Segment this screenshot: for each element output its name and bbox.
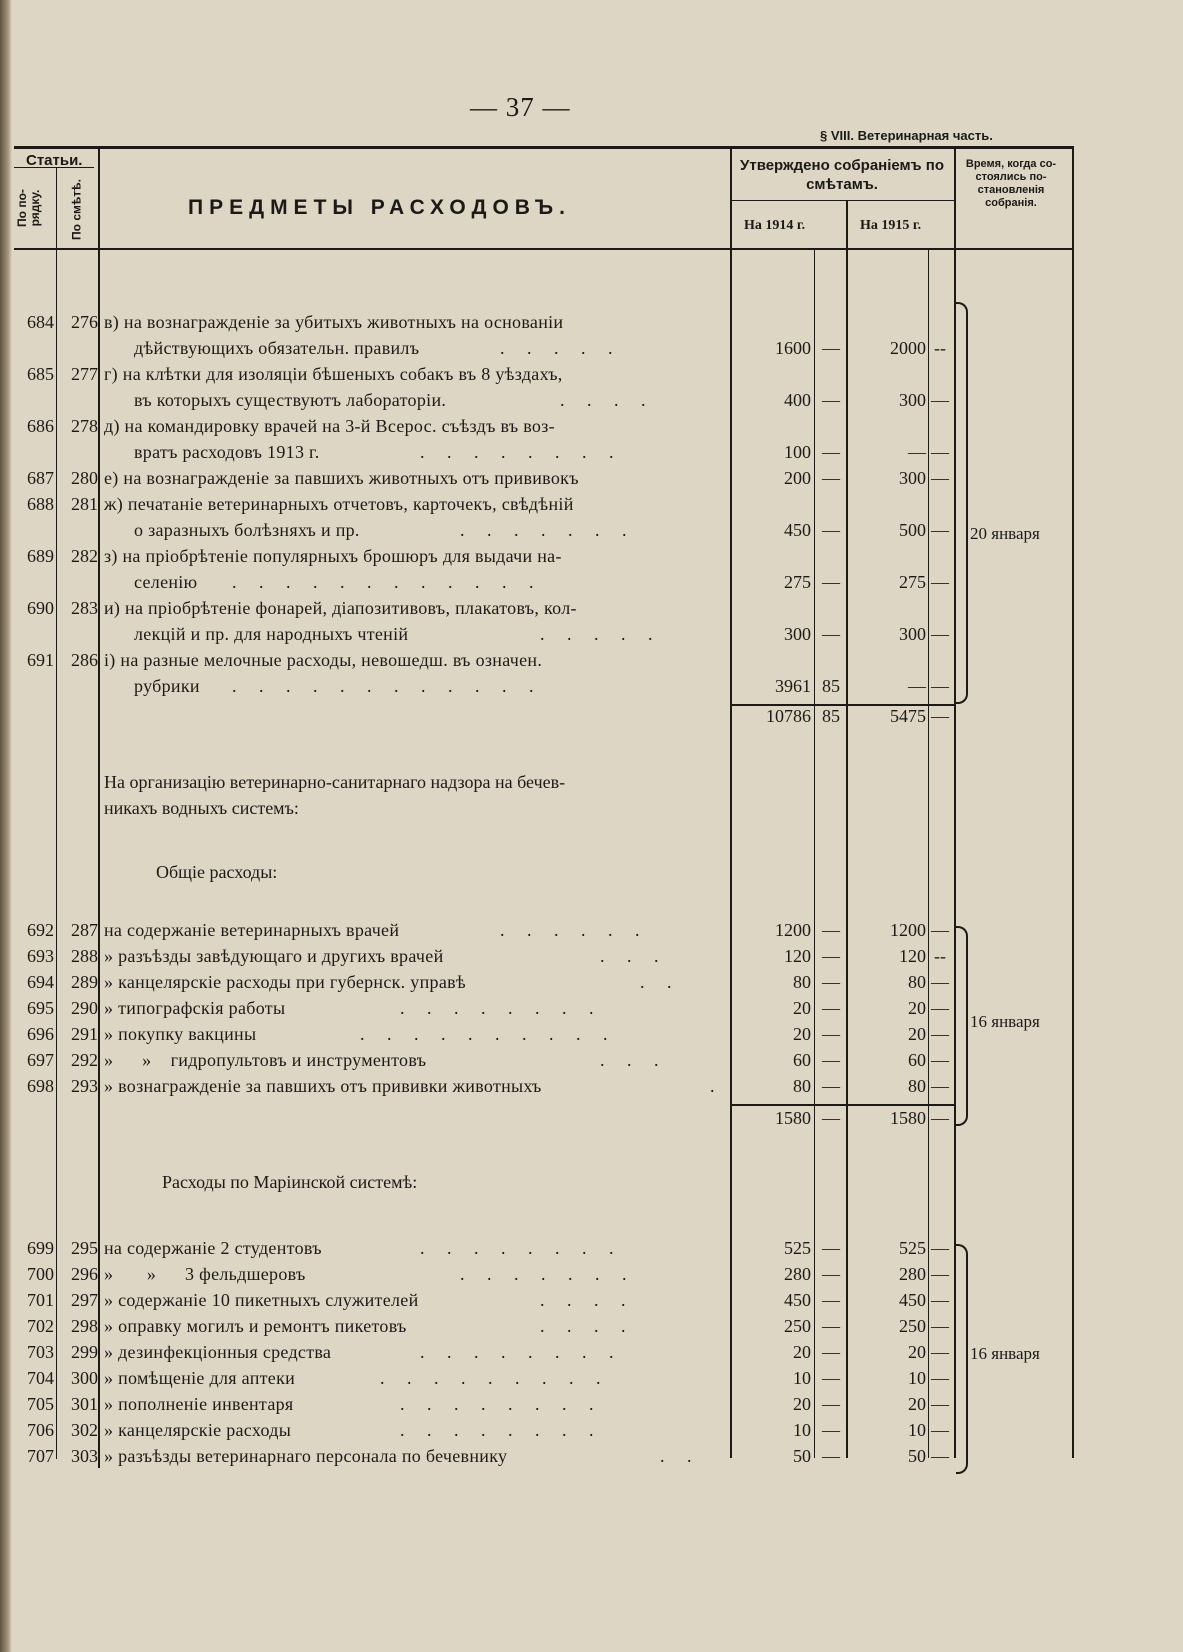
amount-1914: 300 bbox=[784, 624, 811, 644]
row-smeta: 302 bbox=[71, 1420, 98, 1440]
header-year-1914: На 1914 г. bbox=[744, 218, 806, 233]
kop-1914: — bbox=[822, 1394, 840, 1414]
row-smeta: 290 bbox=[71, 998, 98, 1018]
resolution-date: 16 января bbox=[970, 1012, 1040, 1031]
table-row bbox=[0, 364, 1183, 390]
kop-1915: — bbox=[931, 1076, 949, 1096]
row-leader-dots: . . . . . . . . bbox=[420, 1342, 623, 1362]
kop-1914: — bbox=[822, 998, 840, 1018]
row-smeta: 303 bbox=[71, 1446, 98, 1466]
section-org-heading-cont: никахъ водныхъ системъ: bbox=[104, 798, 299, 818]
total-1914: 10786 bbox=[766, 706, 811, 726]
kop-1914: — bbox=[822, 624, 840, 644]
kop-1914: — bbox=[822, 1420, 840, 1440]
kop-1915: — bbox=[931, 1368, 949, 1388]
row-no: 699 bbox=[27, 1238, 54, 1258]
amount-1915: 300 bbox=[899, 468, 926, 488]
kop-1914: — bbox=[822, 1342, 840, 1362]
table-row bbox=[0, 946, 1183, 972]
total-kop-1914: — bbox=[822, 1108, 840, 1128]
amount-1914: 10 bbox=[793, 1368, 811, 1388]
row-text-cont: вратъ расходовъ 1913 г. bbox=[134, 442, 320, 462]
amount-1914: 20 bbox=[793, 1024, 811, 1044]
row-smeta: 287 bbox=[71, 920, 98, 940]
amount-1914: 80 bbox=[793, 1076, 811, 1096]
row-leader-dots: . . bbox=[640, 972, 681, 992]
row-no: 691 bbox=[27, 650, 54, 670]
total-1914: 1580 bbox=[775, 1108, 811, 1128]
header-items-title: ПРЕДМЕТЫ РАСХОДОВЪ. bbox=[188, 196, 571, 219]
row-leader-dots: . . . bbox=[600, 946, 668, 966]
row-no: 702 bbox=[27, 1316, 54, 1336]
kop-1915: — bbox=[931, 1394, 949, 1414]
amount-1915: 250 bbox=[899, 1316, 926, 1336]
row-leader-dots: . . . . . . . . . . . . bbox=[232, 572, 543, 592]
kop-1914: — bbox=[822, 572, 840, 592]
row-smeta: 281 bbox=[71, 494, 98, 514]
subtotal-rule bbox=[732, 1104, 954, 1106]
row-text: » » 3 фельдшеровъ bbox=[104, 1264, 306, 1284]
kop-1914: — bbox=[822, 946, 840, 966]
kop-1914: — bbox=[822, 1076, 840, 1096]
amount-1915: 20 bbox=[908, 998, 926, 1018]
kop-1914: 85 bbox=[822, 676, 840, 696]
header-statyi: Статьи. bbox=[26, 152, 83, 169]
row-smeta: 299 bbox=[71, 1342, 98, 1362]
kop-1914: — bbox=[822, 1238, 840, 1258]
section-general-heading: Общіе расходы: bbox=[156, 862, 278, 882]
row-smeta: 283 bbox=[71, 598, 98, 618]
amount-1915: — bbox=[908, 442, 926, 462]
row-smeta: 293 bbox=[71, 1076, 98, 1096]
kop-1914: — bbox=[822, 442, 840, 462]
kop-1915: — bbox=[931, 1316, 949, 1336]
kop-1915: — bbox=[931, 520, 949, 540]
row-smeta: 278 bbox=[71, 416, 98, 436]
kop-1914: — bbox=[822, 1446, 840, 1466]
kop-1914: — bbox=[822, 1024, 840, 1044]
kop-1915: — bbox=[931, 1264, 949, 1284]
table-row-cont bbox=[0, 390, 1183, 416]
table-row bbox=[0, 920, 1183, 946]
top-rule bbox=[14, 146, 1074, 149]
kop-1915: — bbox=[931, 442, 949, 462]
row-text: » канцелярскіе расходы bbox=[104, 1420, 292, 1440]
header-approved: Утверждено собраніемъ по смѣтамъ. bbox=[740, 157, 944, 193]
row-text: и) на пріобрѣтеніе фонарей, діапозитивовъ, плакатовъ, кол- bbox=[104, 598, 577, 618]
row-text: » оправку могилъ и ремонтъ пикетовъ bbox=[104, 1316, 407, 1336]
header-po-poryadku: По по-рядку. bbox=[15, 189, 42, 227]
total-kop-1915: — bbox=[931, 706, 949, 726]
table-row bbox=[0, 1316, 1183, 1342]
row-text: на содержаніе ветеринарныхъ врачей bbox=[104, 920, 400, 940]
row-no: 704 bbox=[27, 1368, 54, 1388]
row-leader-dots: . . bbox=[660, 1446, 701, 1466]
table-row-cont bbox=[0, 572, 1183, 598]
amount-1914: 20 bbox=[793, 1394, 811, 1414]
row-text: з) на пріобрѣтеніе популярныхъ брошюръ для выдачи на- bbox=[104, 546, 562, 566]
kop-1914: — bbox=[822, 920, 840, 940]
kop-1915: — bbox=[931, 1420, 949, 1440]
amount-1915: 20 bbox=[908, 1024, 926, 1044]
row-no: 697 bbox=[27, 1050, 54, 1070]
table-row bbox=[0, 416, 1183, 442]
row-text: » » гидропультовъ и инструментовъ bbox=[104, 1050, 427, 1070]
kop-1915: — bbox=[931, 1024, 949, 1044]
row-text: » разъѣзды ветеринарнаго персонала по бечевнику bbox=[104, 1446, 508, 1466]
amount-1915: — bbox=[908, 676, 926, 696]
row-text-cont: рубрики bbox=[134, 676, 200, 696]
table-row bbox=[0, 1368, 1183, 1394]
kop-1915: — bbox=[931, 1290, 949, 1310]
row-no: 686 bbox=[27, 416, 54, 436]
row-no: 700 bbox=[27, 1264, 54, 1284]
row-leader-dots: . . . . . . . bbox=[460, 1264, 636, 1284]
amount-1915: 500 bbox=[899, 520, 926, 540]
amount-1914: 120 bbox=[784, 946, 811, 966]
amount-1915: 300 bbox=[899, 624, 926, 644]
row-text: » дезинфекціонныя средства bbox=[104, 1342, 332, 1362]
row-smeta: 277 bbox=[71, 364, 98, 384]
row-smeta: 286 bbox=[71, 650, 98, 670]
amount-1915: 1200 bbox=[890, 920, 926, 940]
row-text: » пополненіе инвентаря bbox=[104, 1394, 294, 1414]
approved-rule bbox=[732, 200, 954, 201]
row-smeta: 298 bbox=[71, 1316, 98, 1336]
row-leader-dots: . . . . . bbox=[540, 624, 662, 644]
row-smeta: 291 bbox=[71, 1024, 98, 1044]
kop-1915: — bbox=[931, 468, 949, 488]
table-row bbox=[0, 1290, 1183, 1316]
total-row bbox=[0, 1108, 1183, 1134]
row-no: 703 bbox=[27, 1342, 54, 1362]
kop-1915: — bbox=[931, 920, 949, 940]
kop-1914: — bbox=[822, 1264, 840, 1284]
kop-1915: — bbox=[931, 1238, 949, 1258]
table-row bbox=[0, 1420, 1183, 1446]
row-text-cont: лекцій и пр. для народныхъ чтеній bbox=[134, 624, 409, 644]
row-leader-dots: . bbox=[710, 1076, 724, 1096]
row-smeta: 295 bbox=[71, 1238, 98, 1258]
row-no: 706 bbox=[27, 1420, 54, 1440]
row-no: 688 bbox=[27, 494, 54, 514]
amount-1915: 50 bbox=[908, 1446, 926, 1466]
amount-1914: 100 bbox=[784, 442, 811, 462]
row-leader-dots: . . . . . . bbox=[500, 920, 649, 940]
amount-1914: 250 bbox=[784, 1316, 811, 1336]
date-bracket bbox=[956, 302, 968, 704]
table-row-cont bbox=[0, 442, 1183, 468]
row-text: » содержаніе 10 пикетныхъ служителей bbox=[104, 1290, 419, 1310]
amount-1914: 275 bbox=[784, 572, 811, 592]
row-smeta: 288 bbox=[71, 946, 98, 966]
amount-1915: 2000 bbox=[890, 338, 926, 358]
row-text: » канцелярскіе расходы при губернск. управѣ bbox=[104, 972, 466, 992]
section-heading: § VIII. Ветеринарная часть. bbox=[820, 128, 993, 143]
kop-1914: — bbox=[822, 972, 840, 992]
row-leader-dots: . . . . . . . . bbox=[420, 442, 623, 462]
table-row bbox=[0, 1076, 1183, 1102]
amount-1915: 60 bbox=[908, 1050, 926, 1070]
amount-1915: 80 bbox=[908, 1076, 926, 1096]
kop-1914: — bbox=[822, 338, 840, 358]
amount-1914: 1600 bbox=[775, 338, 811, 358]
amount-1915: 20 bbox=[908, 1342, 926, 1362]
amount-1915: 80 bbox=[908, 972, 926, 992]
row-smeta: 289 bbox=[71, 972, 98, 992]
amount-1914: 60 bbox=[793, 1050, 811, 1070]
row-text: в) на вознагражденіе за убитыхъ животныхъ на основаніи bbox=[104, 312, 564, 332]
row-leader-dots: . . . . . . . bbox=[460, 520, 636, 540]
amount-1914: 1200 bbox=[775, 920, 811, 940]
table-row bbox=[0, 1050, 1183, 1076]
kop-1914: — bbox=[822, 1316, 840, 1336]
amount-1914: 400 bbox=[784, 390, 811, 410]
kop-1915: -- bbox=[934, 946, 946, 966]
row-text: » разъѣзды завѣдующаго и другихъ врачей bbox=[104, 946, 444, 966]
resolution-date: 20 января bbox=[970, 524, 1040, 543]
date-bracket bbox=[956, 1244, 968, 1474]
table-row-cont bbox=[0, 624, 1183, 650]
row-leader-dots: . . . . bbox=[540, 1290, 635, 1310]
row-smeta: 292 bbox=[71, 1050, 98, 1070]
row-text-cont: дѣйствующихъ обязательн. правилъ bbox=[134, 338, 420, 358]
date-bracket bbox=[956, 926, 968, 1126]
row-text-cont: о заразныхъ болѣзняхъ и пр. bbox=[134, 520, 360, 540]
resolution-date: 16 января bbox=[970, 1344, 1040, 1363]
row-leader-dots: . . . . . . . . . . bbox=[360, 1024, 617, 1044]
row-no: 685 bbox=[27, 364, 54, 384]
total-kop-1914: 85 bbox=[822, 706, 840, 726]
row-no: 701 bbox=[27, 1290, 54, 1310]
row-no: 693 bbox=[27, 946, 54, 966]
row-no: 707 bbox=[27, 1446, 54, 1466]
table-row bbox=[0, 1238, 1183, 1264]
kop-1915: — bbox=[931, 998, 949, 1018]
amount-1915: 450 bbox=[899, 1290, 926, 1310]
amount-1914: 20 bbox=[793, 998, 811, 1018]
kop-1914: — bbox=[822, 1290, 840, 1310]
amount-1915: 10 bbox=[908, 1420, 926, 1440]
amount-1914: 3961 bbox=[775, 676, 811, 696]
row-text: » помѣщеніе для аптеки bbox=[104, 1368, 296, 1388]
kop-1915: — bbox=[931, 1050, 949, 1070]
row-no: 689 bbox=[27, 546, 54, 566]
kop-1915: — bbox=[931, 624, 949, 644]
row-text: на содержаніе 2 студентовъ bbox=[104, 1238, 322, 1258]
row-leader-dots: . . . . . . . . . bbox=[380, 1368, 610, 1388]
kop-1914: — bbox=[822, 390, 840, 410]
row-smeta: 280 bbox=[71, 468, 98, 488]
row-leader-dots: . . . . bbox=[560, 390, 655, 410]
header-bottom-rule bbox=[14, 248, 1074, 250]
page-number: — 37 — bbox=[470, 92, 571, 122]
amount-1915: 525 bbox=[899, 1238, 926, 1258]
total-row bbox=[0, 706, 1183, 732]
amount-1914: 20 bbox=[793, 1342, 811, 1362]
row-no: 692 bbox=[27, 920, 54, 940]
kop-1915: -- bbox=[934, 338, 946, 358]
row-smeta: 301 bbox=[71, 1394, 98, 1414]
row-no: 694 bbox=[27, 972, 54, 992]
row-smeta: 300 bbox=[71, 1368, 98, 1388]
row-leader-dots: . . . . . . . . bbox=[420, 1238, 623, 1258]
table-row bbox=[0, 1394, 1183, 1420]
amount-1915: 20 bbox=[908, 1394, 926, 1414]
row-leader-dots: . . . bbox=[600, 1050, 668, 1070]
row-no: 705 bbox=[27, 1394, 54, 1414]
amount-1915: 120 bbox=[899, 946, 926, 966]
amount-1914: 80 bbox=[793, 972, 811, 992]
amount-1914: 450 bbox=[784, 520, 811, 540]
table-row bbox=[0, 1446, 1183, 1472]
row-text-cont: въ которыхъ существуютъ лабораторіи. bbox=[134, 390, 447, 410]
header-time: Время, когда со-стоялись по-становленія собранія. bbox=[965, 158, 1057, 209]
total-kop-1915: — bbox=[931, 1108, 949, 1128]
amount-1914: 280 bbox=[784, 1264, 811, 1284]
table-row-cont bbox=[0, 676, 1183, 702]
amount-1915: 280 bbox=[899, 1264, 926, 1284]
amount-1914: 525 bbox=[784, 1238, 811, 1258]
row-text: е) на вознагражденіе за павшихъ животныхъ отъ прививокъ bbox=[104, 468, 579, 488]
header-po-smete: По смѣтѣ. bbox=[69, 179, 84, 240]
amount-1915: 300 bbox=[899, 390, 926, 410]
row-no: 690 bbox=[27, 598, 54, 618]
row-smeta: 297 bbox=[71, 1290, 98, 1310]
kop-1915: — bbox=[931, 572, 949, 592]
section-org-heading: На организацію ветеринарно-санитарнаго надзора на бечев- bbox=[104, 772, 566, 792]
row-leader-dots: . . . . . . . . bbox=[400, 1394, 603, 1414]
row-text-cont: селенію bbox=[134, 572, 198, 592]
header-year-1915: На 1915 г. bbox=[860, 218, 922, 233]
table-row bbox=[0, 650, 1183, 676]
row-leader-dots: . . . . . . . . . . . . bbox=[232, 676, 543, 696]
kop-1914: — bbox=[822, 468, 840, 488]
kop-1914: — bbox=[822, 1368, 840, 1388]
table-row bbox=[0, 468, 1183, 494]
section-mariinsk-heading: Расходы по Маріинской системѣ: bbox=[162, 1172, 418, 1192]
row-leader-dots: . . . . bbox=[540, 1316, 635, 1336]
row-smeta: 276 bbox=[71, 312, 98, 332]
kop-1915: — bbox=[931, 1342, 949, 1362]
row-smeta: 296 bbox=[71, 1264, 98, 1284]
amount-1914: 450 bbox=[784, 1290, 811, 1310]
row-no: 695 bbox=[27, 998, 54, 1018]
table-row bbox=[0, 494, 1183, 520]
amount-1915: 275 bbox=[899, 572, 926, 592]
table-row bbox=[0, 546, 1183, 572]
total-1915: 5475 bbox=[890, 706, 926, 726]
row-leader-dots: . . . . . bbox=[500, 338, 622, 358]
table-row bbox=[0, 312, 1183, 338]
amount-1915: 10 bbox=[908, 1368, 926, 1388]
row-no: 698 bbox=[27, 1076, 54, 1096]
table-row-cont bbox=[0, 338, 1183, 364]
row-leader-dots: . . . . . . . . bbox=[400, 1420, 603, 1440]
row-no: 684 bbox=[27, 312, 54, 332]
amount-1914: 200 bbox=[784, 468, 811, 488]
kop-1914: — bbox=[822, 1050, 840, 1070]
kop-1915: — bbox=[931, 972, 949, 992]
kop-1915: — bbox=[931, 1446, 949, 1466]
kop-1915: — bbox=[931, 390, 949, 410]
row-text: » покупку вакцины bbox=[104, 1024, 257, 1044]
row-smeta: 282 bbox=[71, 546, 98, 566]
row-text: » типографскія работы bbox=[104, 998, 286, 1018]
row-text: д) на командировку врачей на 3-й Всерос. съѣздъ въ воз- bbox=[104, 416, 555, 436]
row-leader-dots: . . . . . . . . bbox=[400, 998, 603, 1018]
table-row bbox=[0, 972, 1183, 998]
row-text: г) на клѣтки для изоляціи бѣшеныхъ собакъ въ 8 уѣздахъ, bbox=[104, 364, 563, 384]
row-text: і) на разные мелочные расходы, невошедш. въ означен. bbox=[104, 650, 543, 670]
row-no: 696 bbox=[27, 1024, 54, 1044]
total-1915: 1580 bbox=[890, 1108, 926, 1128]
table-row bbox=[0, 1264, 1183, 1290]
table-row bbox=[0, 598, 1183, 624]
row-text: ж) печатаніе ветеринарныхъ отчетовъ, карточекъ, свѣдѣній bbox=[104, 494, 574, 514]
amount-1914: 10 bbox=[793, 1420, 811, 1440]
amount-1914: 50 bbox=[793, 1446, 811, 1466]
kop-1914: — bbox=[822, 520, 840, 540]
kop-1915: — bbox=[931, 676, 949, 696]
row-no: 687 bbox=[27, 468, 54, 488]
row-text: » вознагражденіе за павшихъ отъ прививки животныхъ bbox=[104, 1076, 542, 1096]
